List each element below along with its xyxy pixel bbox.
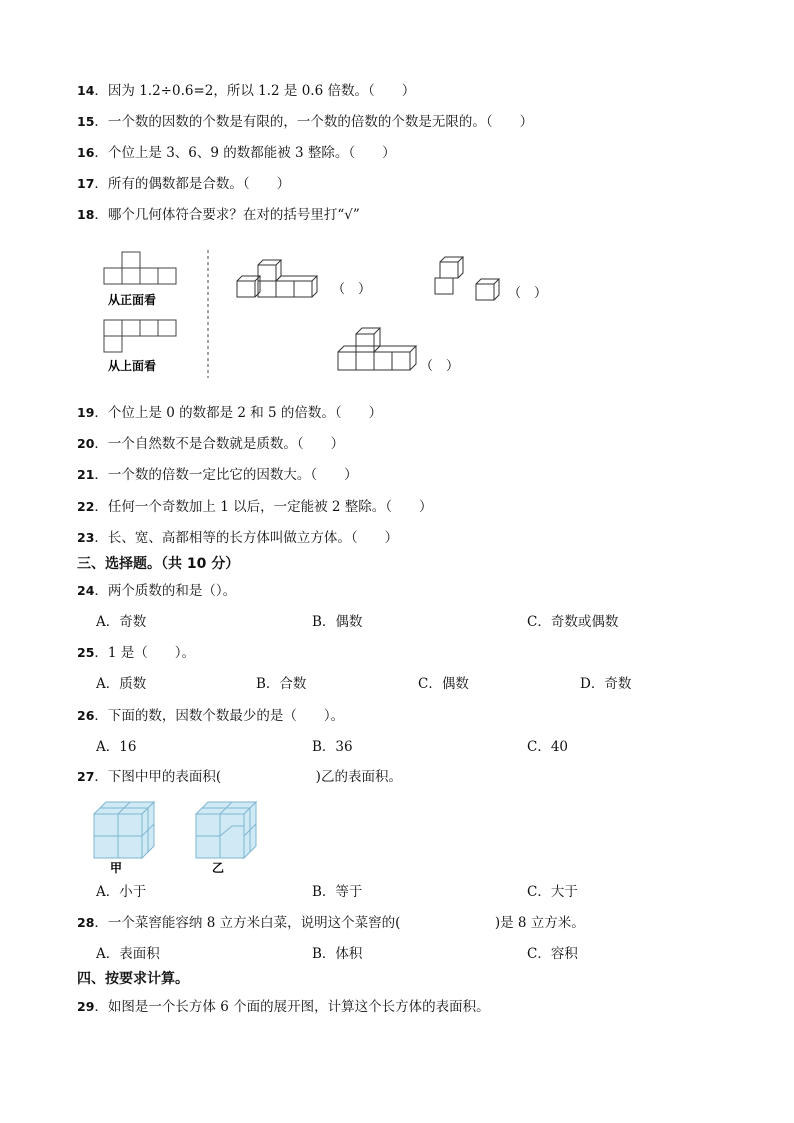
question-21: 21．一个数的倍数一定比它的因数大。（ ） [77,467,358,483]
q28-option-b[interactable]: B．体积 [312,946,363,962]
top-view-grid [104,320,176,352]
label-jia: 甲 [110,861,123,875]
q27-option-b[interactable]: B．等于 [312,884,363,900]
question-26: 26．下面的数，因数个数最少的是（ ）。 [77,708,345,724]
q25-option-c[interactable]: C．偶数 [418,676,469,692]
bracket-b[interactable]: （ ） [508,286,548,301]
question-25: 25．1 是（ ）。 [77,645,196,661]
question-19: 19．个位上是 0 的数都是 2 和 5 的倍数。（ ） [77,405,383,421]
top-view-label: 从上面看 [108,359,157,373]
q26-option-b[interactable]: B．36 [312,739,353,755]
q18-figure [100,240,560,390]
q24-option-b[interactable]: B．偶数 [312,614,363,630]
q24-option-c[interactable]: C．奇数或偶数 [527,614,619,630]
q28-option-c[interactable]: C．容积 [527,946,578,962]
question-29: 29．如图是一个长方体 6 个面的展开图，计算这个长方体的表面积。 [77,999,490,1015]
label-yi: 乙 [212,861,225,875]
question-23: 23．长、宽、高都相等的长方体叫做立方体。（ ） [77,530,399,546]
question-22: 22．任何一个奇数加上 1 以后，一定能被 2 整除。（ ） [77,499,433,515]
section-4-title: 四、按要求计算。 [77,971,189,987]
section-3-title: 三、选择题。（共 10 分） [77,556,240,572]
cube-yi [196,802,256,858]
q27-option-c[interactable]: C．大于 [527,884,578,900]
front-view-label: 从正面看 [108,293,157,307]
q25-option-d[interactable]: D．奇数 [580,676,632,692]
bracket-a[interactable]: （ ） [332,282,372,297]
q24-option-a[interactable]: A．奇数 [96,614,147,630]
q27-figure [88,796,268,876]
question-15: 15．一个数的因数的个数是有限的，一个数的倍数的个数是无限的。（ ） [77,114,534,130]
q26-option-c[interactable]: C．40 [527,739,569,755]
question-27: 27．下图中甲的表面积( )乙的表面积。 [77,769,402,785]
question-18: 18．哪个几何体符合要求？在对的括号里打“√” [77,207,360,223]
question-17: 17．所有的偶数都是合数。（ ） [77,176,291,192]
question-16: 16．个位上是 3、6、9 的数都能被 3 整除。（ ） [77,145,396,161]
q27-option-a[interactable]: A．小于 [96,884,147,900]
front-view-grid [104,252,176,284]
solid-option-c [338,328,416,370]
q25-option-b[interactable]: B．合数 [256,676,307,692]
q25-option-a[interactable]: A．质数 [96,676,147,692]
question-20: 20．一个自然数不是合数就是质数。（ ） [77,436,345,452]
bracket-c[interactable]: （ ） [420,359,460,374]
solid-option-b [435,257,499,300]
cube-jia [94,802,154,858]
question-24: 24．两个质数的和是（）。 [77,583,237,599]
question-14: 14．因为 1.2÷0.6=2，所以 1.2 是 0.6 倍数。（ ） [77,83,416,99]
solid-option-a [237,260,317,297]
q26-option-a[interactable]: A．16 [96,739,137,755]
q28-option-a[interactable]: A．表面积 [96,946,160,962]
question-28: 28．一个菜窖能容纳 8 立方米白菜，说明这个菜窖的( )是 8 立方米。 [77,915,585,931]
